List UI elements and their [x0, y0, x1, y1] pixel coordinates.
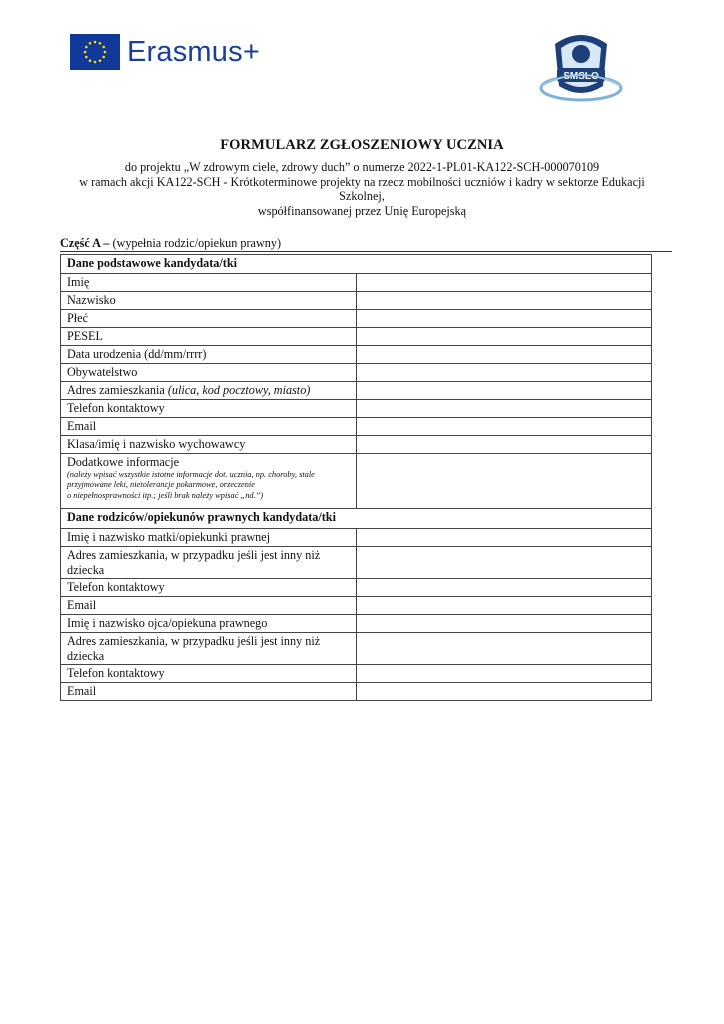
table-row	[61, 400, 652, 418]
father-name-label: Imię i nazwisko ojca/opiekuna prawnego	[61, 615, 357, 633]
mother-name-label: Imię i nazwisko matki/opiekunki prawnej	[61, 529, 357, 547]
father-phone-field[interactable]	[356, 665, 652, 683]
table-row	[61, 615, 652, 633]
candidate-section-header: Dane podstawowe kandydata/tki	[61, 255, 652, 274]
table-row	[61, 382, 652, 400]
table-row	[61, 274, 652, 292]
additional-info-note-1: (należy wpisać wszystkie istotne informacje dot. ucznia, np. choroby, stale	[67, 469, 315, 479]
erasmus-wordmark: Erasmus+	[127, 36, 260, 68]
additional-info-title: Dodatkowe informacje	[67, 455, 180, 469]
subtitle-line-3: Szkolnej,	[339, 189, 385, 203]
gender-label: Płeć	[61, 310, 357, 328]
table-row	[61, 683, 652, 701]
citizenship-field[interactable]	[356, 364, 652, 382]
first-name-field[interactable]	[356, 274, 652, 292]
citizenship-label: Obywatelstwo	[61, 364, 357, 382]
table-row	[61, 665, 652, 683]
section-a-bold: Część A –	[60, 236, 110, 250]
additional-info-label	[61, 454, 357, 509]
mother-phone-label: Telefon kontaktowy	[61, 579, 357, 597]
form-title: FORMULARZ ZGŁOSZENIOWY UCZNIA	[220, 137, 504, 153]
table-row	[61, 364, 652, 382]
school-logo-text: SMSLO	[563, 71, 599, 82]
subtitle-line-4: współfinansowanej przez Unię Europejską	[257, 203, 467, 218]
mother-email-label: Email	[61, 597, 357, 615]
table-row	[61, 292, 652, 310]
table-row	[61, 529, 652, 547]
pesel-field[interactable]	[356, 328, 652, 346]
gender-field[interactable]	[356, 310, 652, 328]
phone-field[interactable]	[356, 400, 652, 418]
eu-flag-icon	[70, 34, 120, 70]
table-row	[61, 547, 652, 579]
table-row	[61, 328, 652, 346]
additional-info-field[interactable]	[356, 454, 652, 509]
table-row	[61, 255, 652, 274]
address-hint: (ulica, kod pocztowy, miasto)	[167, 383, 311, 397]
address-field[interactable]	[356, 382, 652, 400]
table-row	[61, 579, 652, 597]
father-address-field[interactable]	[356, 633, 652, 665]
father-address-label: Adres zamieszkania, w przypadku jeśli jest inny niż dziecka	[61, 633, 357, 665]
mother-name-field[interactable]	[356, 529, 652, 547]
table-row	[61, 310, 652, 328]
table-row	[61, 418, 652, 436]
application-form-table	[60, 254, 652, 701]
parents-section-header: Dane rodziców/opiekunów prawnych kandydata/tki	[61, 509, 652, 529]
subtitle-line-2: w ramach akcji KA122-SCH - Krótkoterminowe projekty na rzecz mobilności uczniów i kadry w sektorze Edukacji	[79, 174, 645, 189]
additional-info-note-3: o niepełnosprawności itp.; jeśli brak należy wpisać „nd.”)	[67, 490, 264, 500]
mother-address-field[interactable]	[356, 547, 652, 579]
birth-date-label: Data urodzenia (dd/mm/rrrr)	[61, 346, 357, 364]
last-name-label: Nazwisko	[61, 292, 357, 310]
father-email-field[interactable]	[356, 683, 652, 701]
school-logo	[535, 24, 627, 106]
email-label: Email	[61, 418, 357, 436]
email-field[interactable]	[356, 418, 652, 436]
section-a-rest: (wypełnia rodzic/opiekun prawny)	[109, 236, 282, 250]
mother-email-field[interactable]	[356, 597, 652, 615]
form-subtitle	[60, 160, 664, 218]
address-label-text: Adres zamieszkania	[67, 383, 168, 397]
last-name-field[interactable]	[356, 292, 652, 310]
additional-info-note-2: przyjmowane leki, nietolerancje pokarmowe, orzeczenie	[67, 480, 255, 490]
father-name-field[interactable]	[356, 615, 652, 633]
address-label	[61, 382, 357, 400]
erasmus-plus-logo	[70, 34, 296, 74]
table-row	[61, 509, 652, 529]
mother-phone-field[interactable]	[356, 579, 652, 597]
section-a-label	[60, 236, 281, 251]
birth-date-field[interactable]	[356, 346, 652, 364]
table-row	[61, 597, 652, 615]
subtitle-line-1: do projektu „W zdrowym ciele, zdrowy duch” o numerze 2022-1-PL01-KA122-SCH-000070109	[124, 160, 600, 174]
first-name-label: Imię	[61, 274, 357, 292]
class-teacher-field[interactable]	[356, 436, 652, 454]
table-row	[61, 454, 652, 509]
father-email-label: Email	[61, 683, 357, 701]
table-row	[61, 436, 652, 454]
phone-label: Telefon kontaktowy	[61, 400, 357, 418]
mother-address-label: Adres zamieszkania, w przypadku jeśli jest inny niż dziecka	[61, 547, 357, 579]
father-phone-label: Telefon kontaktowy	[61, 665, 357, 683]
table-row	[61, 633, 652, 665]
class-teacher-label: Klasa/imię i nazwisko wychowawcy	[61, 436, 357, 454]
section-divider	[60, 251, 672, 252]
table-row	[61, 346, 652, 364]
pesel-label: PESEL	[61, 328, 357, 346]
